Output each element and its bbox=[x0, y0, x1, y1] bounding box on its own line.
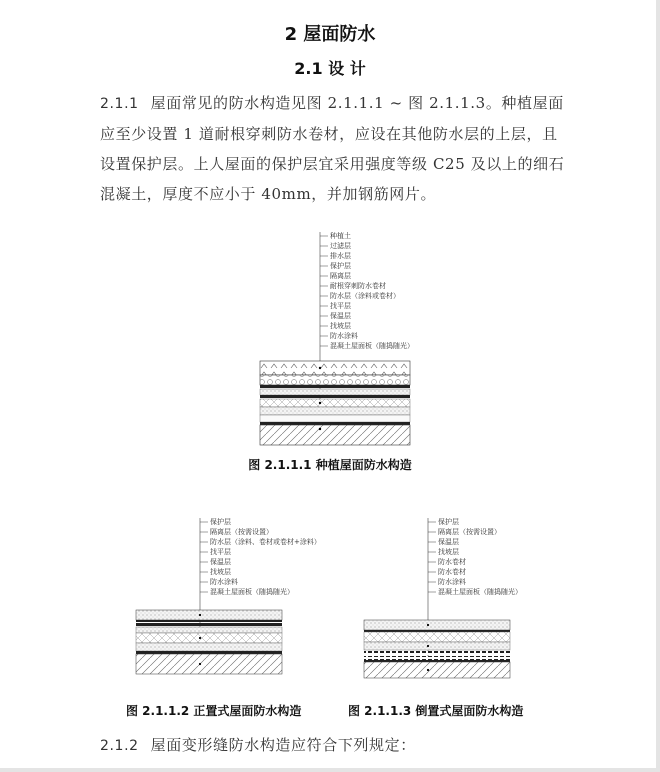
layer-label-slope: 找坡层 bbox=[210, 568, 231, 576]
layer-label-insulation: 保温层 bbox=[438, 538, 459, 546]
layer-label-waterproof: 防水层（涂料或卷材） bbox=[330, 292, 400, 300]
layer-label-waterproof: 防水层（涂料、卷材或卷材+涂料） bbox=[210, 538, 321, 546]
figure-caption-inverted-roof: 图 2.1.1.3 倒置式屋面防水构造 bbox=[348, 704, 524, 718]
layer-label-slope: 找坡层 bbox=[438, 548, 459, 556]
chapter-title: 2 屋面防水 bbox=[284, 24, 376, 45]
layer-label-isolation: 隔离层（按需设置） bbox=[210, 528, 273, 536]
layer-label-insulation: 保温层 bbox=[330, 312, 351, 320]
layer-label-slab: 混凝土屋面板（随捣随光） bbox=[438, 588, 522, 596]
layer-label-drainage: 排水层 bbox=[330, 252, 351, 260]
layer-label-slope: 找坡层 bbox=[330, 322, 351, 330]
paragraph-2-1-1 bbox=[100, 88, 570, 209]
paragraph-2-1-2 bbox=[100, 730, 570, 761]
clause-number: 2.1.1 bbox=[100, 96, 139, 112]
clause-number: 2.1.2 bbox=[100, 738, 139, 754]
page-edge-right bbox=[656, 0, 660, 772]
layer-label-isolation: 隔离层（按需设置） bbox=[438, 528, 501, 536]
paragraph-text: 屋面变形缝防水构造应符合下列规定： bbox=[150, 736, 416, 754]
layer-label-membrane-1: 防水卷材 bbox=[438, 558, 466, 566]
layer-label-slab: 混凝土屋面板（随捣随光） bbox=[210, 588, 294, 596]
section-title: 2.1 设 计 bbox=[294, 59, 366, 78]
figure-caption-conventional-roof: 图 2.1.1.2 正置式屋面防水构造 bbox=[126, 704, 302, 718]
layer-label-membrane-2: 防水卷材 bbox=[438, 568, 466, 576]
paragraph-text: 屋面常见的防水构造见图 2.1.1.1 ~ 图 2.1.1.3。种植屋面应至少设置 1 道耐根穿刺防水卷材，应设在其他防水层的上层，且设置保护层。上人屋面的保护层宜采用强度等级 C25 及以上的细石混凝土，厚度不应小于 40mm，并加钢筋网片。 bbox=[100, 94, 565, 203]
figure-green-roof-diagram bbox=[250, 226, 420, 454]
layer-label-coating: 防水涂料 bbox=[210, 578, 238, 586]
layer-label-protection: 保护层 bbox=[330, 262, 351, 270]
layer-label-coating: 防水涂料 bbox=[330, 332, 358, 340]
layer-label-leveling: 找平层 bbox=[330, 302, 351, 310]
layer-label-protection: 保护层 bbox=[438, 518, 459, 526]
layer-label-coating: 防水涂料 bbox=[438, 578, 466, 586]
layer-label-leveling: 找平层 bbox=[210, 548, 231, 556]
layer-label-slab: 混凝土屋面板（随捣随光） bbox=[330, 342, 414, 350]
layer-label-isolation: 隔离层 bbox=[330, 272, 351, 280]
layer-label-insulation: 保温层 bbox=[210, 558, 231, 566]
layer-label-protection: 保护层 bbox=[210, 518, 231, 526]
layer-label-root-resistant: 耐根穿刺防水卷材 bbox=[330, 282, 386, 290]
page-edge-bottom bbox=[0, 768, 660, 772]
layer-label-filter: 过滤层 bbox=[330, 242, 351, 250]
figure-inverted-roof-svg bbox=[362, 514, 522, 690]
figure-green-roof-svg bbox=[250, 226, 420, 454]
figure-caption-green-roof: 图 2.1.1.1 种植屋面防水构造 bbox=[248, 458, 412, 472]
layer-label-planting-soil: 种植土 bbox=[330, 232, 351, 240]
figure-inverted-roof-diagram bbox=[362, 514, 522, 690]
figure-conventional-roof-diagram bbox=[134, 514, 321, 690]
figure-conventional-roof-svg bbox=[134, 514, 321, 690]
